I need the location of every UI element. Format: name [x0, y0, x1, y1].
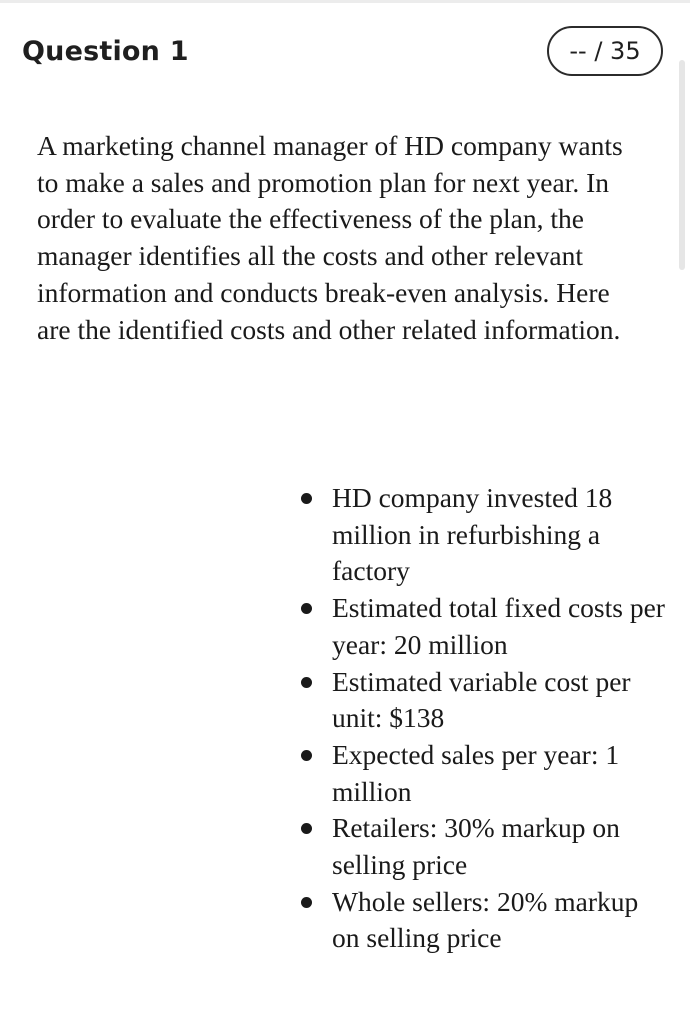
- bullet-icon: [301, 493, 312, 504]
- list-item-text: Expected sales per year: 1 million: [332, 738, 620, 807]
- bullet-icon: [301, 677, 312, 688]
- bullet-icon: [301, 750, 312, 761]
- list-item-text: Estimated total fixed costs per year: 20 million: [332, 592, 665, 660]
- list-item: [296, 590, 666, 663]
- list-item: [296, 737, 666, 810]
- list-item: [296, 884, 666, 957]
- list-item-text: Retailers: 30% markup on selling price: [332, 812, 620, 881]
- question-title: Question 1: [22, 36, 189, 67]
- bullet-icon: [301, 897, 312, 908]
- scrollbar[interactable]: [679, 60, 685, 270]
- list-item-text: HD company invested 18 million in refurbishing a factory: [332, 482, 613, 587]
- bullet-icon: [301, 603, 312, 614]
- list-item: [296, 810, 666, 883]
- facts-list: [296, 480, 666, 957]
- list-item-text: Whole sellers: 20% markup on selling price: [332, 885, 639, 954]
- score-badge: -- / 35: [547, 26, 663, 76]
- bullet-icon: [301, 823, 312, 834]
- question-header: [0, 0, 690, 110]
- list-item: [296, 480, 666, 590]
- question-intro-text: A marketing channel manager of HD company wants to make a sales and promotion plan for next year. In order to evaluate the effectiveness of the plan, the manager identifies all the costs and other relevant information and conducts break-even analysis. Here are the identified costs and other related information.: [37, 130, 623, 345]
- list-item-text: Estimated variable cost per unit: $138: [332, 665, 631, 734]
- list-item: [296, 664, 666, 737]
